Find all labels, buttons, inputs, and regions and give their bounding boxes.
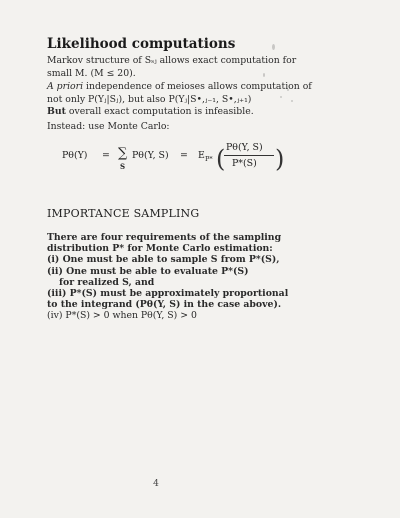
fraction-numerator: Pθ(Y, S) bbox=[226, 142, 263, 153]
left-paren: ( bbox=[216, 145, 226, 173]
requirement-line: for realized S, and bbox=[59, 276, 155, 288]
italic-phrase: A priori bbox=[47, 81, 84, 92]
paragraph-line bbox=[47, 81, 367, 94]
sum-symbol: ∑ bbox=[118, 146, 128, 161]
requirement-line: distribution P* for Monte Carlo estimation: bbox=[47, 243, 273, 255]
paragraph-line: small M. (M ≤ 20). bbox=[47, 67, 136, 79]
paragraph-line bbox=[47, 106, 367, 119]
sum-subscript: S bbox=[120, 162, 126, 171]
bold-phrase: But bbox=[47, 106, 66, 118]
paragraph-line: Instead: use Monte Carlo: bbox=[47, 121, 170, 132]
right-paren: ) bbox=[275, 145, 285, 173]
requirement-line: (iii) P*(S) must be approximately proportional bbox=[47, 288, 289, 300]
scan-speck bbox=[263, 73, 265, 77]
requirement-line: (iv) P*(S) > 0 when Pθ(Y, S) > 0 bbox=[47, 310, 197, 322]
paragraph-line: not only P(Yⱼ|Sⱼ), but also P(Yⱼ|S•,ⱼ₋₁, S•,ⱼ₊₁) bbox=[47, 93, 252, 105]
paragraph-markov bbox=[47, 55, 367, 80]
section-title: IMPORTANCE SAMPLING bbox=[47, 207, 200, 220]
expectation-symbol: E bbox=[198, 150, 205, 161]
fraction-denominator: P*(S) bbox=[232, 158, 257, 169]
equation-equals: = bbox=[102, 150, 110, 161]
page-heading: Likelihood computations bbox=[47, 36, 236, 52]
expectation-subscript: P* bbox=[205, 155, 213, 163]
scan-speck bbox=[280, 96, 282, 98]
paragraph-line: Markov structure of Sₛⱼ allows exact computation for bbox=[47, 55, 297, 66]
page-number: 4 bbox=[153, 479, 159, 489]
scan-speck bbox=[233, 40, 235, 42]
equation-equals: = bbox=[180, 150, 188, 161]
equation-term: Pθ(Y, S) bbox=[132, 150, 169, 161]
paragraph-a-priori bbox=[47, 81, 367, 119]
requirement-line: to the integrand (Pθ(Y, S) in the case above). bbox=[47, 299, 282, 311]
paragraph-text: independence of meioses allows computation of bbox=[83, 81, 312, 92]
requirements-list bbox=[47, 232, 377, 322]
paragraph-monte-carlo bbox=[47, 121, 367, 134]
scan-speck bbox=[287, 89, 289, 91]
equation-lhs: Pθ(Y) bbox=[62, 150, 88, 161]
requirement-line: (ii) One must be able to evaluate P*(S) bbox=[47, 265, 249, 277]
requirement-line: (i) One must be able to sample S from P*(S), bbox=[47, 254, 280, 266]
monte-carlo-equation bbox=[60, 140, 310, 178]
requirement-line: There are four requirements of the sampling bbox=[47, 232, 282, 243]
paragraph-text: overall exact computation is infeasible. bbox=[65, 106, 254, 118]
scan-speck bbox=[272, 44, 275, 50]
scan-speck bbox=[291, 100, 293, 102]
fraction-line bbox=[224, 155, 274, 156]
